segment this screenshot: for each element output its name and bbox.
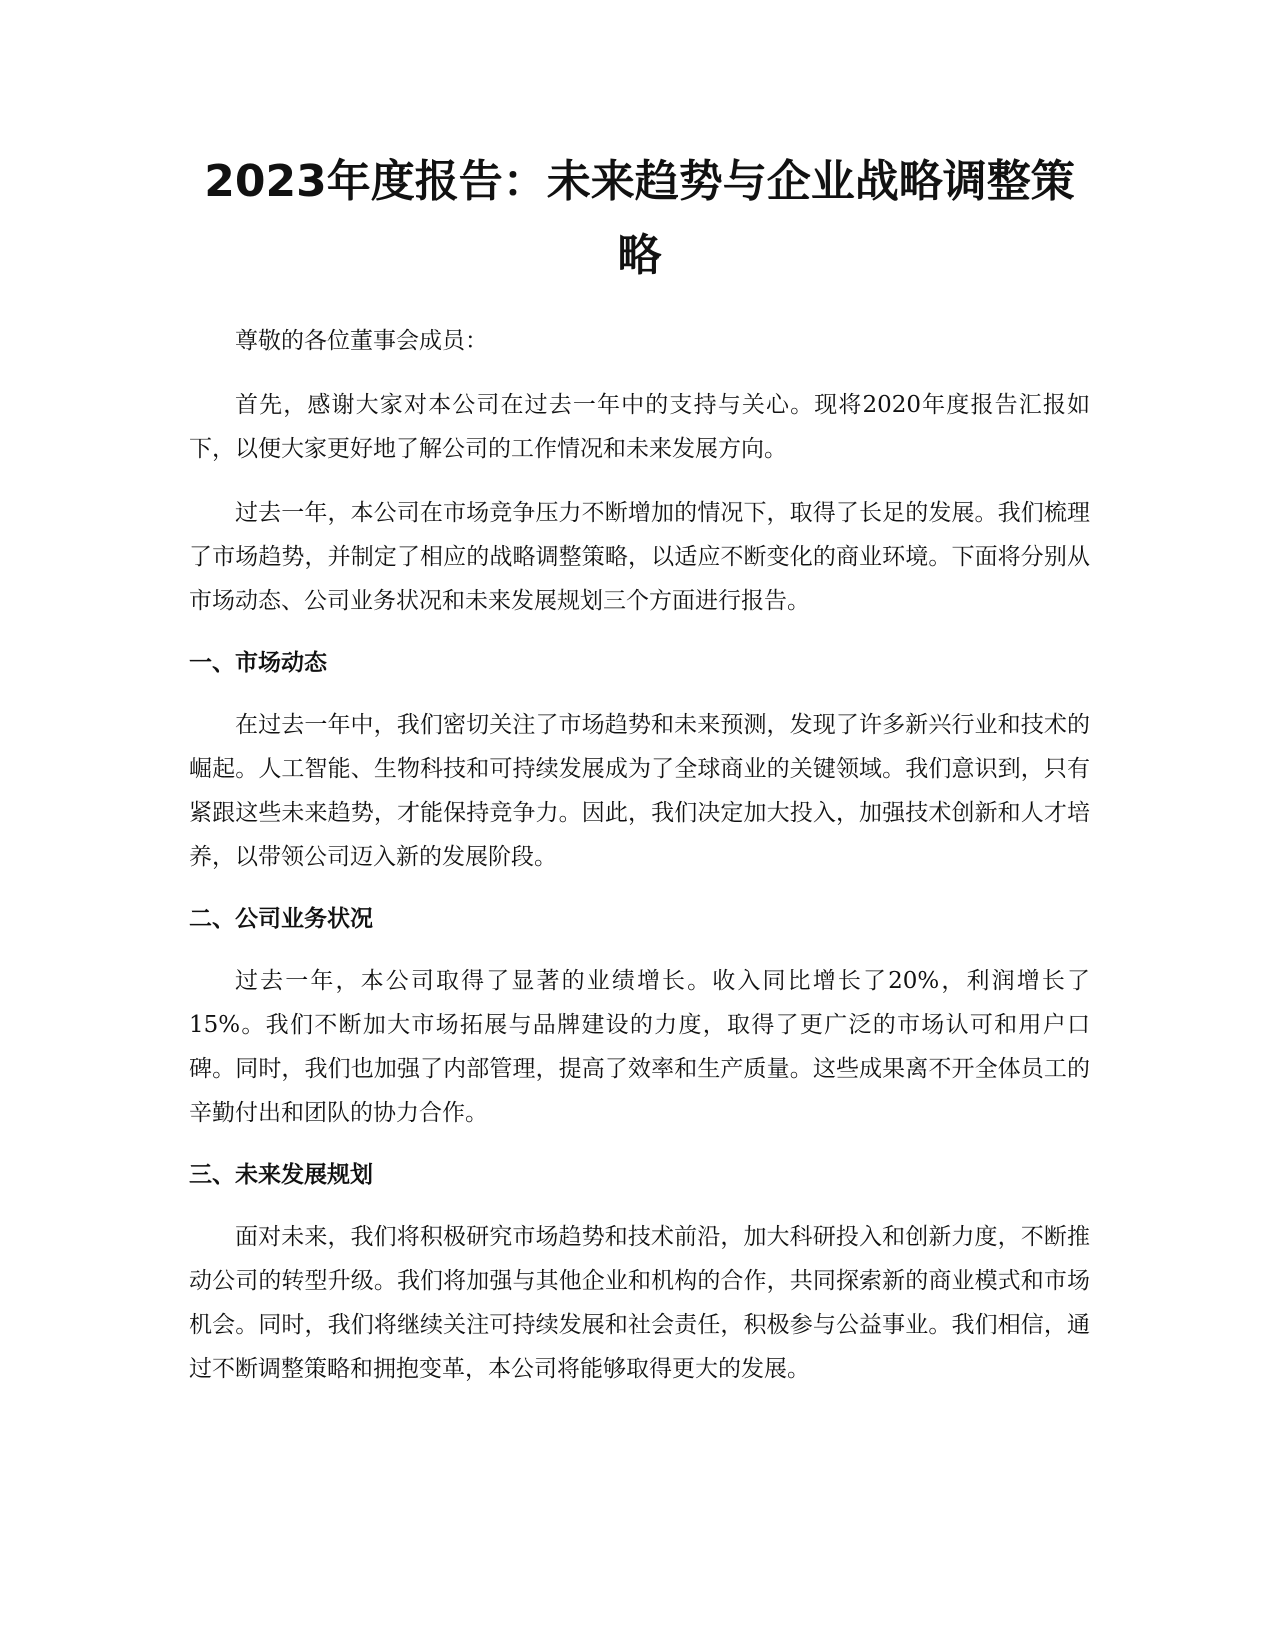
section-paragraph-market: 在过去一年中，我们密切关注了市场趋势和未来预测，发现了许多新兴行业和技术的崛起。人工智能、生物科技和可持续发展成为了全球商业的关键领域。我们意识到，只有紧跟这些未来趋势，才能保持竞争力。因此，我们决定加大投入，加强技术创新和人才培养，以带领公司迈入新的发展阶段。 bbox=[189, 712, 1090, 870]
section-heading-market: 一、市场动态 bbox=[189, 650, 327, 676]
salutation: 尊敬的各位董事会成员： bbox=[235, 328, 488, 354]
section-paragraph-plan: 面对未来，我们将积极研究市场趋势和技术前沿，加大科研投入和创新力度，不断推动公司的转型升级。我们将加强与其他企业和机构的合作，共同探索新的商业模式和市场机会。同时，我们将继续关注可持续发展和社会责任，积极参与公益事业。我们相信，通过不断调整策略和拥抱变革，本公司将能够取得更大的发展。 bbox=[189, 1224, 1090, 1382]
section-heading-plan: 三、未来发展规划 bbox=[189, 1162, 373, 1188]
section-paragraph-business: 过去一年，本公司取得了显著的业绩增长。收入同比增长了20%，利润增长了15%。我们不断加大市场拓展与品牌建设的力度，取得了更广泛的市场认可和用户口碑。同时，我们也加强了内部管理，提高了效率和生产质量。这些成果离不开全体员工的辛勤付出和团队的协力合作。 bbox=[189, 968, 1090, 1126]
document-title: 2023年度报告：未来趋势与企业战略调整策略 bbox=[204, 156, 1075, 281]
document-body bbox=[189, 145, 1090, 1391]
section-heading-business: 二、公司业务状况 bbox=[189, 906, 373, 932]
intro-paragraph-2: 过去一年，本公司在市场竞争压力不断增加的情况下，取得了长足的发展。我们梳理了市场趋势，并制定了相应的战略调整策略，以适应不断变化的商业环境。下面将分别从市场动态、公司业务状况和未来发展规划三个方面进行报告。 bbox=[189, 500, 1090, 614]
intro-paragraph-1: 首先，感谢大家对本公司在过去一年中的支持与关心。现将2020年度报告汇报如下，以便大家更好地了解公司的工作情况和未来发展方向。 bbox=[189, 392, 1090, 462]
